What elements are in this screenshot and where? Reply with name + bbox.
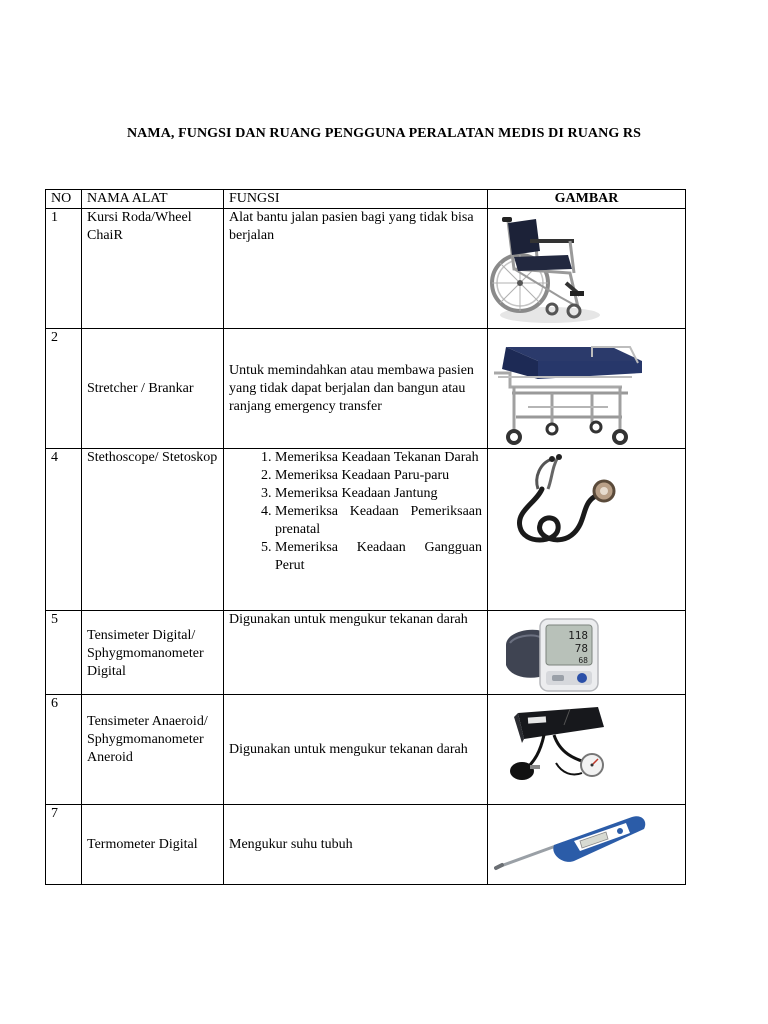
row-nama: Termometer Digital [82, 805, 224, 885]
row-no: 2 [46, 329, 82, 449]
row-nama: Stethoscope/ Stetoskop [82, 449, 224, 611]
row-gambar [488, 449, 686, 611]
row-nama: Kursi Roda/Wheel ChaiR [82, 209, 224, 329]
aneroid-tensimeter-image [504, 703, 608, 789]
row-gambar [488, 209, 686, 329]
row-no: 6 [46, 695, 82, 805]
row-fungsi: Digunakan untuk mengukur tekanan darah [224, 611, 488, 695]
row-gambar [488, 611, 686, 695]
table-row [46, 611, 686, 695]
header-fungsi: FUNGSI [224, 190, 488, 209]
header-nama: NAMA ALAT [82, 190, 224, 209]
row-nama: Tensimeter Digital/ Sphygmomanometer Digital [82, 611, 224, 695]
row-fungsi: Alat bantu jalan pasien bagi yang tidak bisa berjalan [224, 209, 488, 329]
row-no: 7 [46, 805, 82, 885]
table-header-row [46, 190, 686, 209]
list-item: 5. Memeriksa Keadaan Gangguan Perut [275, 539, 482, 575]
row-no: 5 [46, 611, 82, 695]
row-gambar [488, 805, 686, 885]
row-fungsi: Mengukur suhu tubuh [224, 805, 488, 885]
list-item: 1. Memeriksa Keadaan Tekanan Darah [275, 449, 482, 467]
equipment-table [45, 189, 686, 885]
display-pulse: 68 [578, 656, 588, 665]
display-diastolic: 78 [574, 642, 588, 655]
row-no: 1 [46, 209, 82, 329]
table-row [46, 329, 686, 449]
stethoscope-image [512, 453, 616, 553]
table-row [46, 695, 686, 805]
stretcher-image [492, 333, 648, 445]
row-gambar [488, 695, 686, 805]
list-item: 2. Memeriksa Keadaan Paru-paru [275, 467, 482, 485]
header-gambar: GAMBAR [488, 190, 686, 209]
row-fungsi [224, 449, 488, 611]
list-item: 3. Memeriksa Keadaan Jantung [275, 485, 482, 503]
header-no: NO [46, 190, 82, 209]
digital-tensimeter-image [502, 615, 608, 695]
table-row [46, 209, 686, 329]
function-list [229, 449, 482, 575]
row-nama: Tensimeter Anaeroid/ Sphygmomanometer Aneroid [82, 695, 224, 805]
page-title: NAMA, FUNGSI DAN RUANG PENGGUNA PERALATAN MEDIS DI RUANG RS [126, 126, 642, 141]
row-gambar [488, 329, 686, 449]
list-item: 4. Memeriksa Keadaan Pemeriksaan prenatal [275, 503, 482, 539]
table-row [46, 805, 686, 885]
display-systolic: 118 [568, 629, 588, 642]
row-fungsi: Digunakan untuk mengukur tekanan darah [224, 695, 488, 805]
wheelchair-image [490, 211, 602, 325]
digital-thermometer-image [494, 811, 650, 877]
row-no: 4 [46, 449, 82, 611]
row-nama: Stretcher / Brankar [82, 329, 224, 449]
row-fungsi: Untuk memindahkan atau membawa pasien yang tidak dapat berjalan dan bangun atau ranjang emergency transfer [224, 329, 488, 449]
table-row [46, 449, 686, 611]
